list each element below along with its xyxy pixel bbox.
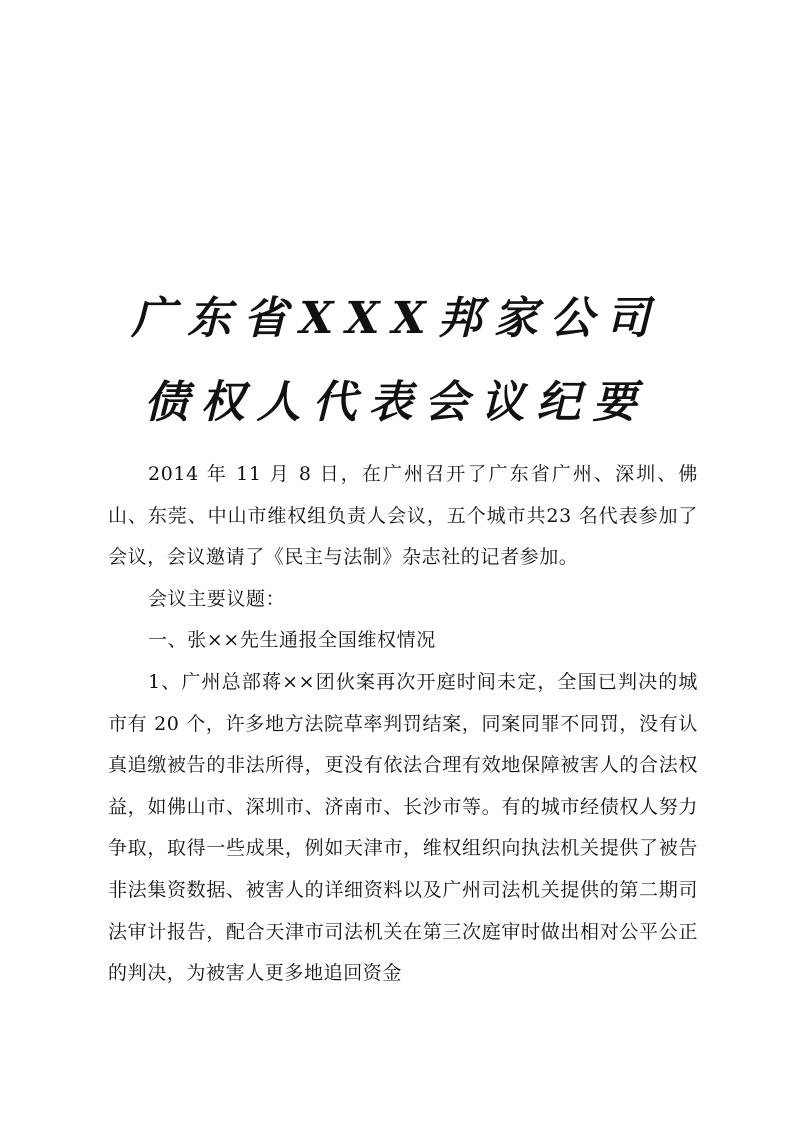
paragraph-agenda-heading: 会议主要议题： xyxy=(148,587,286,610)
paragraph-section-one-heading: 一、张××先生通报全国维权情况 xyxy=(148,629,436,652)
document-title-line1: 广东省XXX邦家公司 xyxy=(131,293,662,344)
document-title-line2: 债权人代表会议纪要 xyxy=(144,377,649,428)
paragraph-item-one: 1、广州总部蒋××团伙案再次开庭时间未定，全国已判决的城市有 20 个，许多地方法院草率判罚结案，同案同罪不同罚，没有认真追缴被告的非法所得，更没有依法合理有效地保障被害人的合法权益，如佛山市、深圳市、济南市、长沙市等。有的城市经债权人努力争取，取得一些成果，例如天津市，维权组织向执法机关提供了被告非法集资数据、被害人的详细资料以及广州司法机关提供的第二期司法审计报告，配合天津市司法机关在第三次庭审时做出相对公平公正的判决，为被害人更多地追回资金 xyxy=(108,670,698,985)
document-body xyxy=(108,454,698,995)
paragraph-meeting-intro: 2014 年 11 月 8 日，在广州召开了广东省广州、深圳、佛山、东莞、中山市维权组负责人会议，五个城市共23 名代表参加了会议，会议邀请了《民主与法制》杂志社的记者参加。 xyxy=(108,463,698,569)
